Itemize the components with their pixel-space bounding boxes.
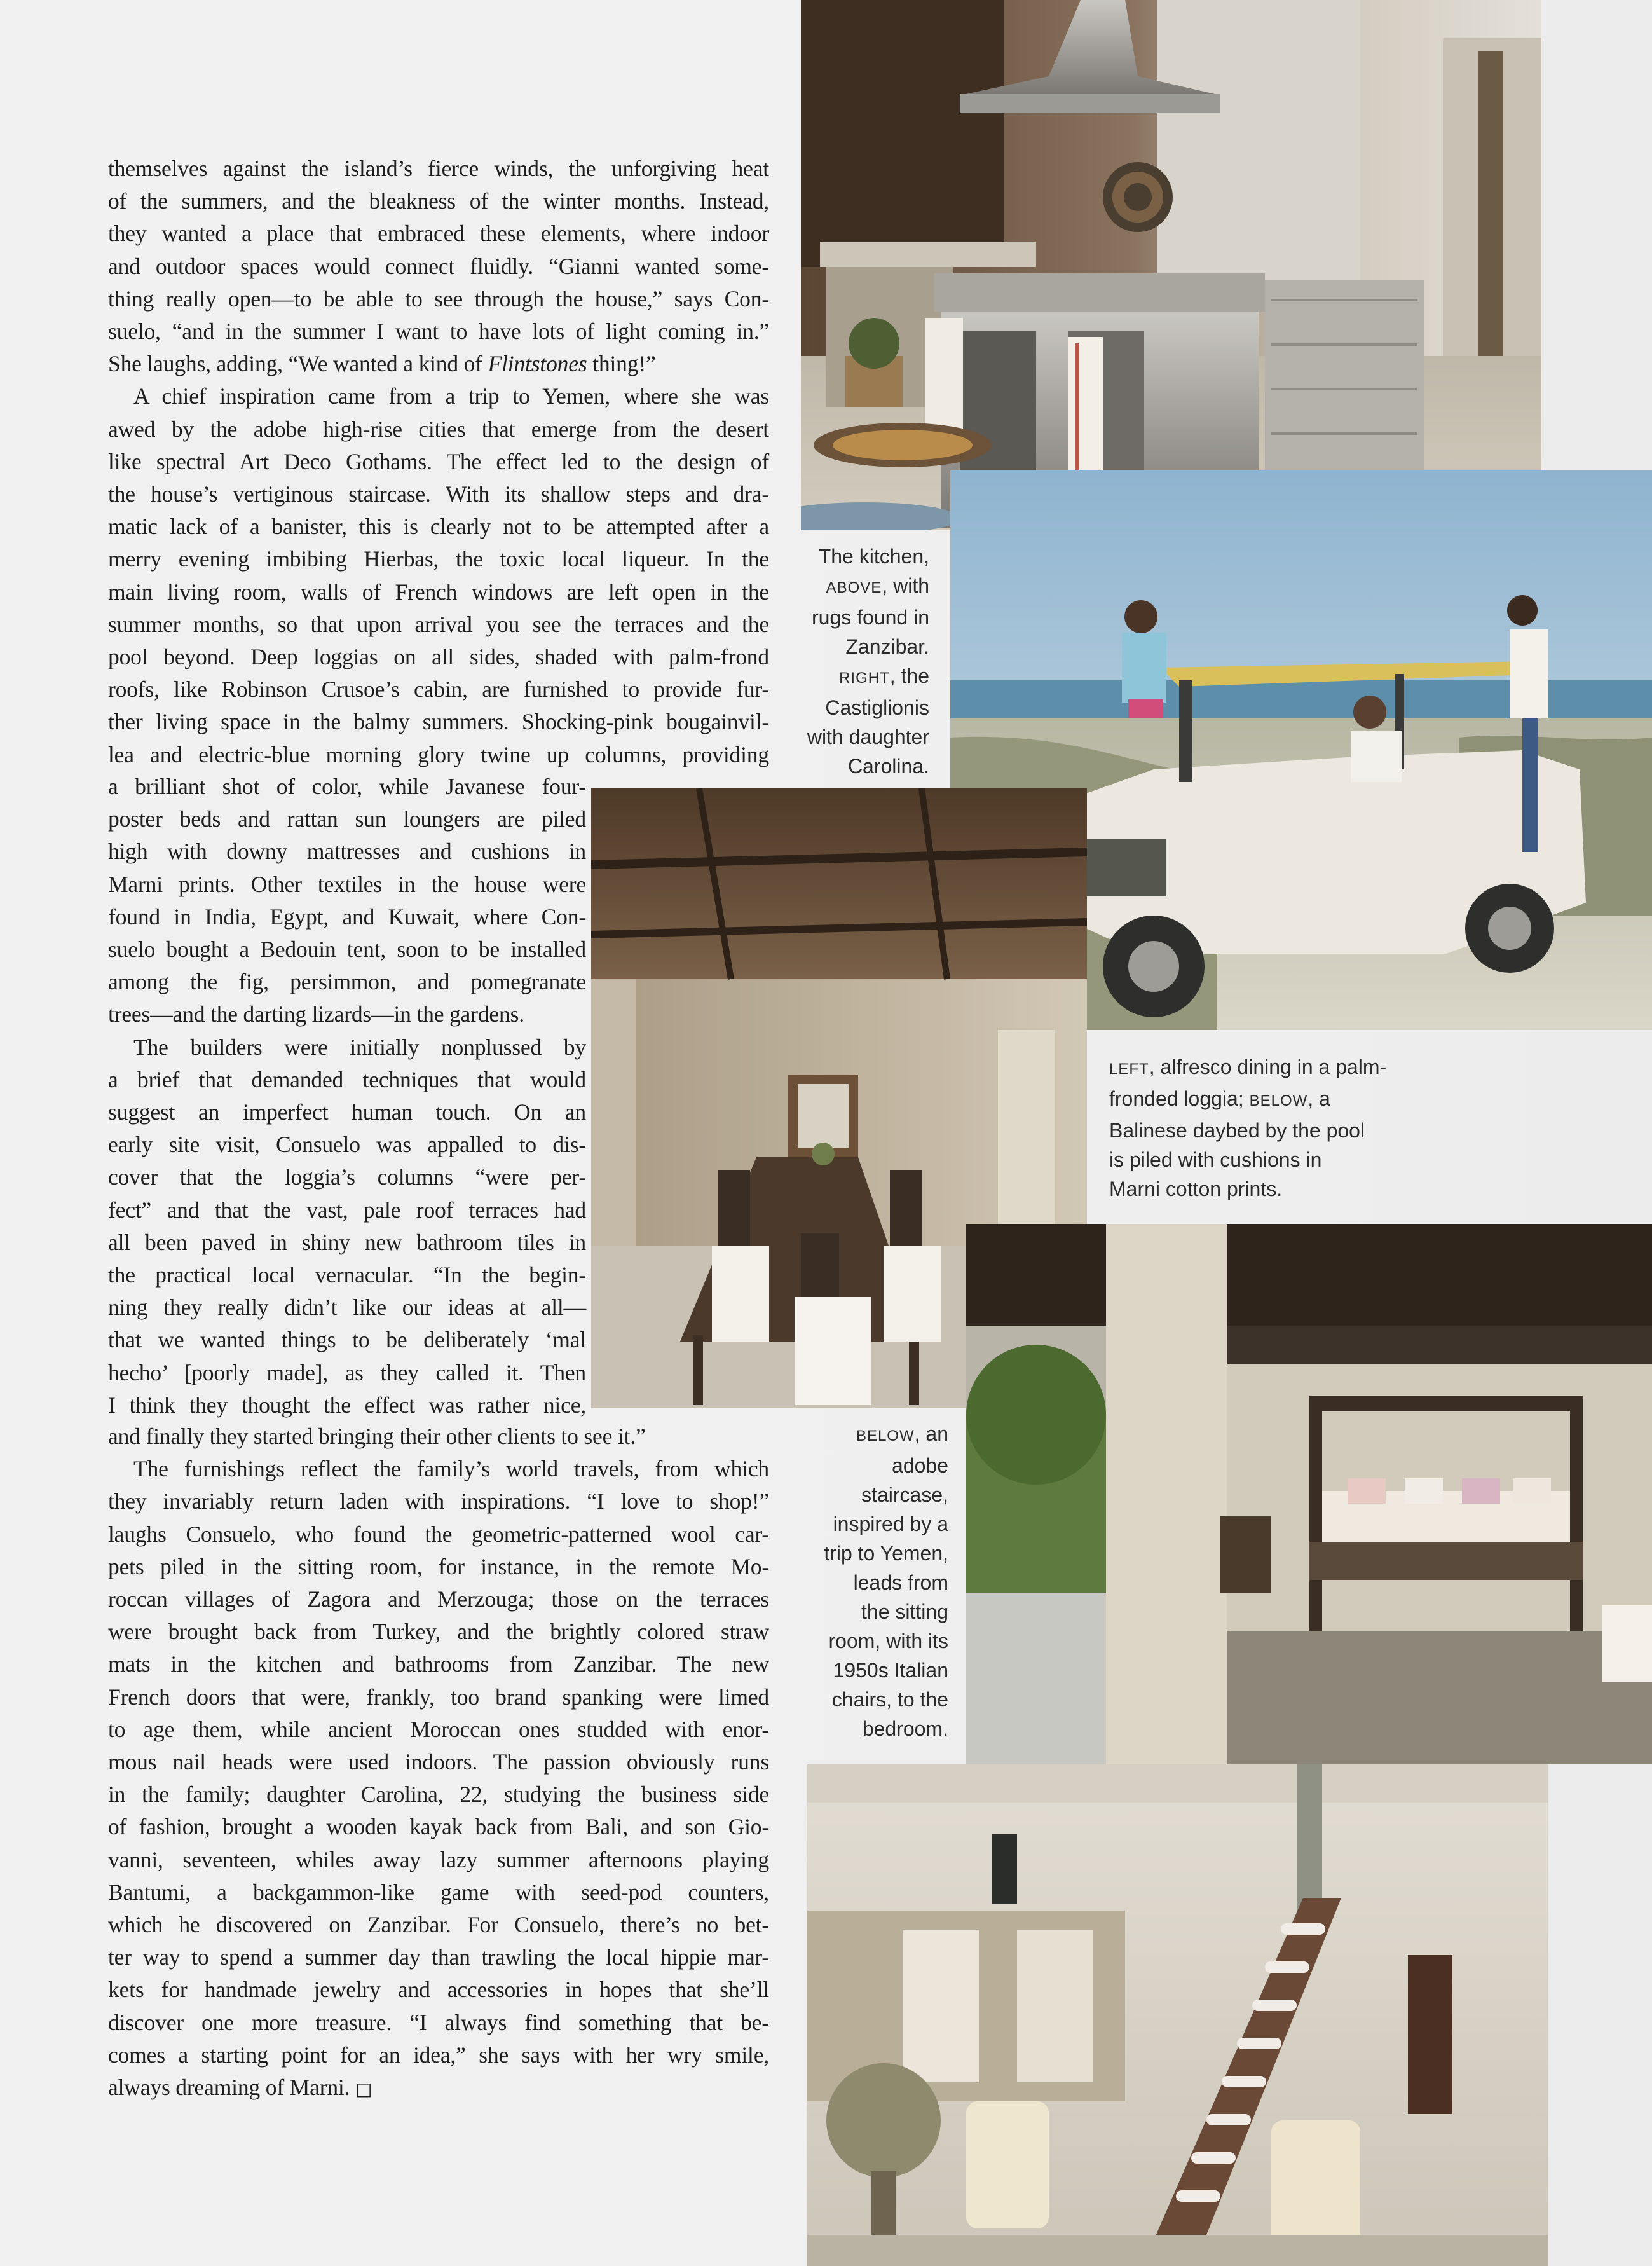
kitchen-illustration: [801, 0, 1541, 530]
article-text-bottom: [108, 1420, 769, 2105]
text-line: mats in the kitchen and bathrooms from Zanzibar. The new: [108, 1651, 769, 1677]
caption-line: staircase,: [861, 1483, 948, 1506]
caption-line: Castiglionis: [825, 696, 929, 719]
caption-fragment: , the: [889, 664, 929, 687]
caption-line: [770, 661, 929, 693]
caption-line: Carolina.: [847, 755, 929, 778]
text-line: early site visit, Consuelo was appalled to dis-: [108, 1132, 586, 1158]
caption-fragment: , a: [1307, 1087, 1330, 1110]
text-line: a brief that demanded techniques that would: [108, 1066, 586, 1092]
text-line: themselves against the island’s fierce winds, the unforgiving heat: [108, 156, 769, 181]
text-line: laughs Consuelo, who found the geometric-patterned wool car-: [108, 1521, 769, 1547]
text-fragment: She laughs, adding, “We wanted a kind of: [108, 351, 488, 377]
text-line: they invariably return laden with inspirations. “I love to shop!”: [108, 1488, 769, 1514]
caption-line: bedroom.: [862, 1717, 948, 1740]
text-line: [108, 2071, 769, 2105]
caption-loggia: [1109, 1052, 1427, 1204]
daybed-illustration: [966, 1224, 1652, 1764]
text-line: poster beds and rattan sun loungers are piled: [108, 806, 586, 832]
caption-line: Marni cotton prints.: [1109, 1178, 1283, 1200]
italic-title: Flintstones: [488, 351, 587, 377]
article-text-wide: [108, 153, 769, 771]
text-line: discover one more treasure. “I always find something that be-: [108, 2009, 769, 2035]
text-line: A chief inspiration came from a trip to Yemen, where she was: [133, 383, 769, 409]
text-line: a brilliant shot of color, while Javanese four-: [108, 774, 586, 799]
end-mark: □: [355, 2078, 372, 2100]
text-line: thing really open—to be able to see through the house,” says Con-: [108, 285, 769, 312]
text-line: to age them, while ancient Moroccan ones studded with enor-: [108, 1716, 769, 1742]
text-line: among the fig, persimmon, and pomegranate: [108, 969, 586, 995]
caption-smallcaps: BELOW: [856, 1427, 915, 1445]
adobe-staircase-photo: [807, 1764, 1548, 2266]
caption-line: inspired by a: [833, 1513, 948, 1535]
text-line: they wanted a place that embraced these elements, where indoor: [108, 221, 769, 247]
text-line: of the summers, and the bleakness of the winter months. Instead,: [108, 188, 769, 214]
caption-staircase: [782, 1419, 948, 1743]
text-line: high with downy mattresses and cushions in: [108, 839, 586, 865]
text-line: cover that the loggia’s columns “were per-: [108, 1164, 586, 1190]
text-line: summer months, so that upon arrival you see the terraces and the: [108, 611, 769, 637]
caption-line: with daughter: [807, 725, 929, 748]
text-line: French doors that were, frankly, too brand spanking were limed: [108, 1684, 769, 1710]
text-line: comes a starting point for an idea,” she says with her wry smile,: [108, 2042, 769, 2068]
text-fragment: thing!”: [587, 351, 656, 377]
text-line: which he discovered on Zanzibar. For Consuelo, there’s no bet-: [108, 1912, 769, 1938]
text-fragment: always dreaming of Marni.: [108, 2075, 350, 2101]
caption-kitchen: [770, 542, 929, 781]
caption-line: [1109, 1084, 1427, 1116]
text-line: mous nail heads were used indoors. The passion obviously runs: [108, 1749, 769, 1775]
text-line: matic lack of a banister, this is clearly not to be attempted after a: [108, 514, 769, 540]
caption-smallcaps: LEFT: [1109, 1061, 1149, 1078]
text-line: pool beyond. Deep loggias on all sides, shaded with palm-frond: [108, 644, 769, 670]
text-line: all been paved in shiny new bathroom tiles in: [108, 1229, 586, 1255]
text-line: ther living space in the balmy summers. Shocking-pink bougainvil-: [108, 709, 769, 735]
caption-line: Balinese daybed by the pool: [1109, 1119, 1365, 1142]
text-line: roccan villages of Zagora and Merzouga; those on the terraces: [108, 1586, 769, 1612]
caption-line: trip to Yemen,: [824, 1542, 948, 1565]
text-line: and finally they started bringing their other clients to see it.”: [108, 1424, 646, 1449]
caption-smallcaps: ABOVE: [826, 579, 882, 596]
text-line: I think they thought the effect was rather nice,: [108, 1392, 586, 1418]
text-line: ning they really didn’t like our ideas at all—: [108, 1294, 586, 1321]
text-line: that we wanted things to be deliberately ‘mal: [108, 1327, 586, 1353]
text-line: roofs, like Robinson Crusoe’s cabin, are furnished to provide fur-: [108, 676, 769, 703]
article-text-narrow: [108, 771, 586, 1422]
staircase-illustration: [807, 1764, 1548, 2266]
text-line: The furnishings reflect the family’s world travels, from which: [133, 1456, 769, 1482]
text-line: the practical local vernacular. “In the begin-: [108, 1262, 586, 1288]
caption-line: rugs found in: [811, 606, 929, 629]
text-line: hecho’ [poorly made], as they called it. Then: [108, 1359, 586, 1385]
text-line: were brought back from Turkey, and the brightly colored straw: [108, 1619, 769, 1645]
caption-line: [1109, 1052, 1427, 1084]
kitchen-photo: [801, 0, 1541, 530]
caption-line: Zanzibar.: [845, 635, 929, 658]
caption-line: [782, 1419, 948, 1451]
text-line: suelo, “and in the summer I want to have lots of light coming in.”: [108, 319, 769, 345]
caption-line: room, with its: [828, 1630, 948, 1652]
caption-fragment: , alfresco dining in a palm-: [1149, 1055, 1387, 1078]
text-line: suelo bought a Bedouin tent, soon to be installed: [108, 937, 586, 963]
caption-line: is piled with cushions in: [1109, 1148, 1322, 1171]
caption-line: 1950s Italian: [833, 1659, 948, 1682]
caption-fragment: , an: [914, 1422, 948, 1445]
text-line: main living room, walls of French windows are left open in the: [108, 579, 769, 605]
text-line: merry evening imbibing Hierbas, the toxic local liqueur. In the: [108, 546, 769, 572]
caption-line: adobe: [892, 1454, 948, 1477]
caption-line: The kitchen,: [818, 545, 929, 568]
text-line: pets piled in the sitting room, for instance, in the remote Mo-: [108, 1553, 769, 1579]
caption-line: chairs, to the: [831, 1688, 948, 1711]
text-line: fect” and that the vast, pale roof terraces had: [108, 1197, 586, 1223]
text-line: awed by the adobe high-rise cities that emerge from the desert: [108, 416, 769, 442]
text-line: Bantumi, a backgammon-like game with seed-pod counters,: [108, 1879, 769, 1905]
caption-line: leads from: [853, 1571, 948, 1594]
text-line: [108, 348, 769, 380]
caption-line: the sitting: [861, 1600, 948, 1623]
caption-smallcaps: BELOW: [1249, 1092, 1308, 1109]
text-line: the house’s vertiginous staircase. With its shallow steps and dra-: [108, 481, 769, 507]
caption-smallcaps: RIGHT: [839, 670, 890, 687]
text-line: The builders were initially nonplussed by: [133, 1034, 586, 1060]
text-line: trees—and the darting lizards—in the gardens.: [108, 1001, 524, 1027]
text-line: found in India, Egypt, and Kuwait, where Con-: [108, 903, 586, 930]
text-line: in the family; daughter Carolina, 22, studying the business side: [108, 1782, 769, 1808]
text-line: and outdoor spaces would connect fluidly. “Gianni wanted some-: [108, 253, 769, 279]
caption-line: [770, 571, 929, 603]
text-line: kets for handmade jewelry and accessories in hopes that she’ll: [108, 1977, 769, 2003]
text-line: vanni, seventeen, whiles away lazy summer afternoons playing: [108, 1846, 769, 1872]
text-line: Marni prints. Other textiles in the house were: [108, 871, 586, 897]
text-line: suggest an imperfect human touch. On an: [108, 1099, 586, 1125]
text-line: of fashion, brought a wooden kayak back from Bali, and son Gio-: [108, 1814, 769, 1840]
text-line: lea and electric-blue morning glory twine up columns, providing: [108, 741, 769, 767]
balinese-daybed-photo: [966, 1224, 1652, 1764]
caption-fragment: fronded loggia;: [1109, 1087, 1250, 1110]
text-line: like spectral Art Deco Gothams. The effect led to the design of: [108, 448, 769, 474]
caption-fragment: , with: [882, 574, 929, 597]
text-line: ter way to spend a summer day than trawling the local hippie mar-: [108, 1944, 769, 1970]
